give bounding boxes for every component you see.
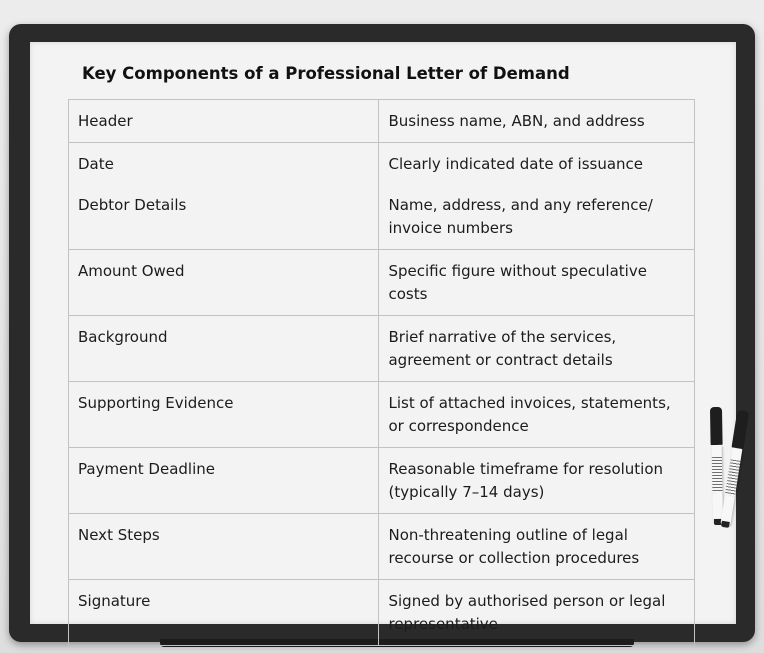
table-row bbox=[69, 580, 695, 646]
component-description: Non-threatening outline of legal recourse or collection procedures bbox=[388, 526, 640, 567]
table-row bbox=[69, 382, 695, 448]
component-name: Amount Owed bbox=[78, 262, 185, 280]
component-name-cell bbox=[69, 514, 379, 580]
table-row bbox=[69, 100, 695, 143]
table-row bbox=[69, 250, 695, 316]
component-description-cell bbox=[379, 382, 695, 448]
component-description: Business name, ABN, and address bbox=[388, 112, 645, 130]
component-name-cell bbox=[69, 382, 379, 448]
component-description: Signed by authorised person or legal representative bbox=[388, 592, 666, 633]
component-name: Next Steps bbox=[78, 526, 160, 544]
whiteboard bbox=[30, 42, 736, 633]
component-name: Payment Deadline bbox=[78, 460, 215, 478]
table-row bbox=[69, 514, 695, 580]
component-description: Name, address, and any reference/ invoice numbers bbox=[388, 196, 653, 237]
component-name: Background bbox=[78, 328, 168, 346]
component-name-cell bbox=[69, 143, 379, 250]
component-description: Clearly indicated date of issuance bbox=[388, 155, 644, 173]
table-row bbox=[69, 448, 695, 514]
component-name: Date bbox=[78, 155, 114, 173]
component-description-cell bbox=[379, 250, 695, 316]
component-description-cell bbox=[379, 143, 695, 250]
component-description: Brief narrative of the services, agreement or contract details bbox=[388, 328, 617, 369]
component-name-cell bbox=[69, 250, 379, 316]
component-name-cell bbox=[69, 580, 379, 646]
component-description: Specific figure without speculative costs bbox=[388, 262, 647, 303]
component-description-cell bbox=[379, 580, 695, 646]
component-name-cell bbox=[69, 100, 379, 143]
component-description-cell bbox=[379, 316, 695, 382]
component-description-cell bbox=[379, 448, 695, 514]
board-title: Key Components of a Professional Letter of Demand bbox=[82, 64, 570, 83]
components-table bbox=[68, 99, 695, 646]
component-name: Signature bbox=[78, 592, 151, 610]
component-name: Supporting Evidence bbox=[78, 394, 234, 412]
component-description-cell bbox=[379, 100, 695, 143]
component-description-cell bbox=[379, 514, 695, 580]
table-row bbox=[69, 143, 695, 250]
component-name-cell bbox=[69, 448, 379, 514]
component-name: Debtor Details bbox=[78, 196, 187, 214]
component-description: List of attached invoices, statements, or correspondence bbox=[388, 394, 671, 435]
component-description: Reasonable timeframe for resolution (typically 7–14 days) bbox=[388, 460, 664, 501]
component-name: Header bbox=[78, 112, 133, 130]
component-name-cell bbox=[69, 316, 379, 382]
table-row bbox=[69, 316, 695, 382]
